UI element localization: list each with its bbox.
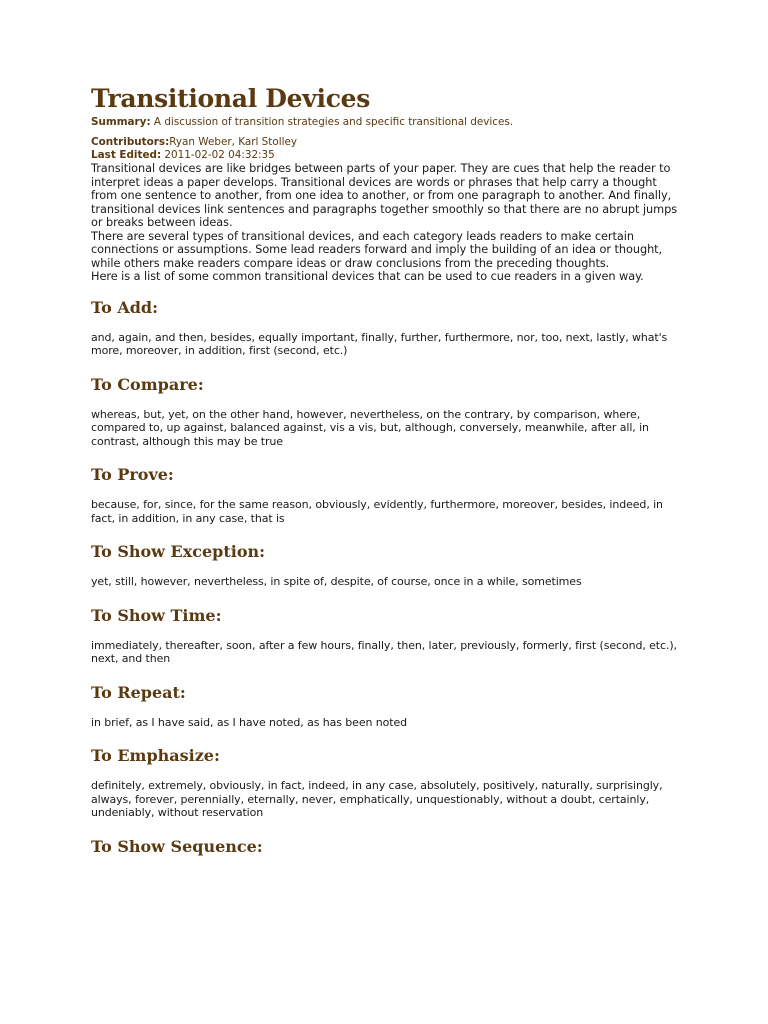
section-words: and, again, and then, besides, equally important, finally, further, furthermore, nor, too, next, lastly, what's more, moreover, in addition, first (second, etc.): [91, 330, 668, 357]
section-heading: To Compare:: [91, 374, 204, 394]
section-words: because, for, since, for the same reason, obviously, evidently, furthermore, moreover, besides, indeed, in fact, in addition, in any case, that is: [91, 498, 663, 525]
section-heading: To Prove:: [91, 465, 174, 484]
section-heading: To Emphasize:: [91, 746, 220, 765]
section-words: in brief, as I have said, as I have noted, as has been noted: [91, 715, 408, 729]
summary-text: A discussion of transition strategies and specific transitional devices.: [153, 116, 514, 128]
page-title: Transitional Devices: [91, 84, 371, 113]
section-words: immediately, thereafter, soon, after a few hours, finally, then, later, previously, formerly, first (second, etc.), next, and then: [91, 638, 677, 665]
section-heading: To Repeat:: [91, 682, 186, 702]
section-heading: To Show Time:: [91, 605, 222, 625]
summary-label: Summary:: [91, 116, 151, 128]
section-heading: To Show Sequence:: [91, 836, 263, 856]
last-edited-line: [91, 149, 681, 162]
article: [91, 82, 681, 858]
last-edited-label: Last Edited:: [91, 149, 162, 161]
intro-paragraph: Transitional devices are like bridges between parts of your paper. They are cues that help the reader to interpret ideas a paper develops. Transitional devices are words or phrases that help carry a thought from one sentence to another, from one idea to another, or from one paragraph to another. And finally, transitional devices link sentences and paragraphs together smoothly so that there are no abrupt jumps or breaks between ideas.: [91, 162, 678, 229]
section-heading: To Add:: [91, 297, 159, 317]
section-words: whereas, but, yet, on the other hand, however, nevertheless, on the contrary, by comparison, where, compared to, up against, balanced against, vis a vis, but, although, conversely, meanwhile, after all, in contrast, although this may be true: [91, 407, 649, 448]
section-words: definitely, extremely, obviously, in fact, indeed, in any case, absolutely, positively, naturally, surprisingly, always, forever, perennially, eternally, never, emphatically, unquestionably, without a doubt, certainly, undeniably, without reservation: [91, 779, 663, 819]
intro-paragraph: There are several types of transitional devices, and each category leads readers to make certain connections or assumptions. Some lead readers forward and imply the building of an idea or thought, while others make readers compare ideas or draw conclusions from the preceding thoughts.: [91, 229, 663, 270]
contributors-text: Ryan Weber, Karl Stolley: [169, 136, 298, 148]
section-words: yet, still, however, nevertheless, in spite of, despite, of course, once in a while, sometimes: [91, 575, 582, 588]
summary-line: [91, 116, 681, 129]
last-edited-text: 2011-02-02 04:32:35: [164, 149, 275, 161]
intro-paragraph: Here is a list of some common transitional devices that can be used to cue readers in a given way.: [91, 270, 644, 283]
contributors-label: Contributors:: [91, 136, 170, 148]
section-heading: To Show Exception:: [91, 542, 266, 561]
contributors-line: [91, 136, 681, 149]
